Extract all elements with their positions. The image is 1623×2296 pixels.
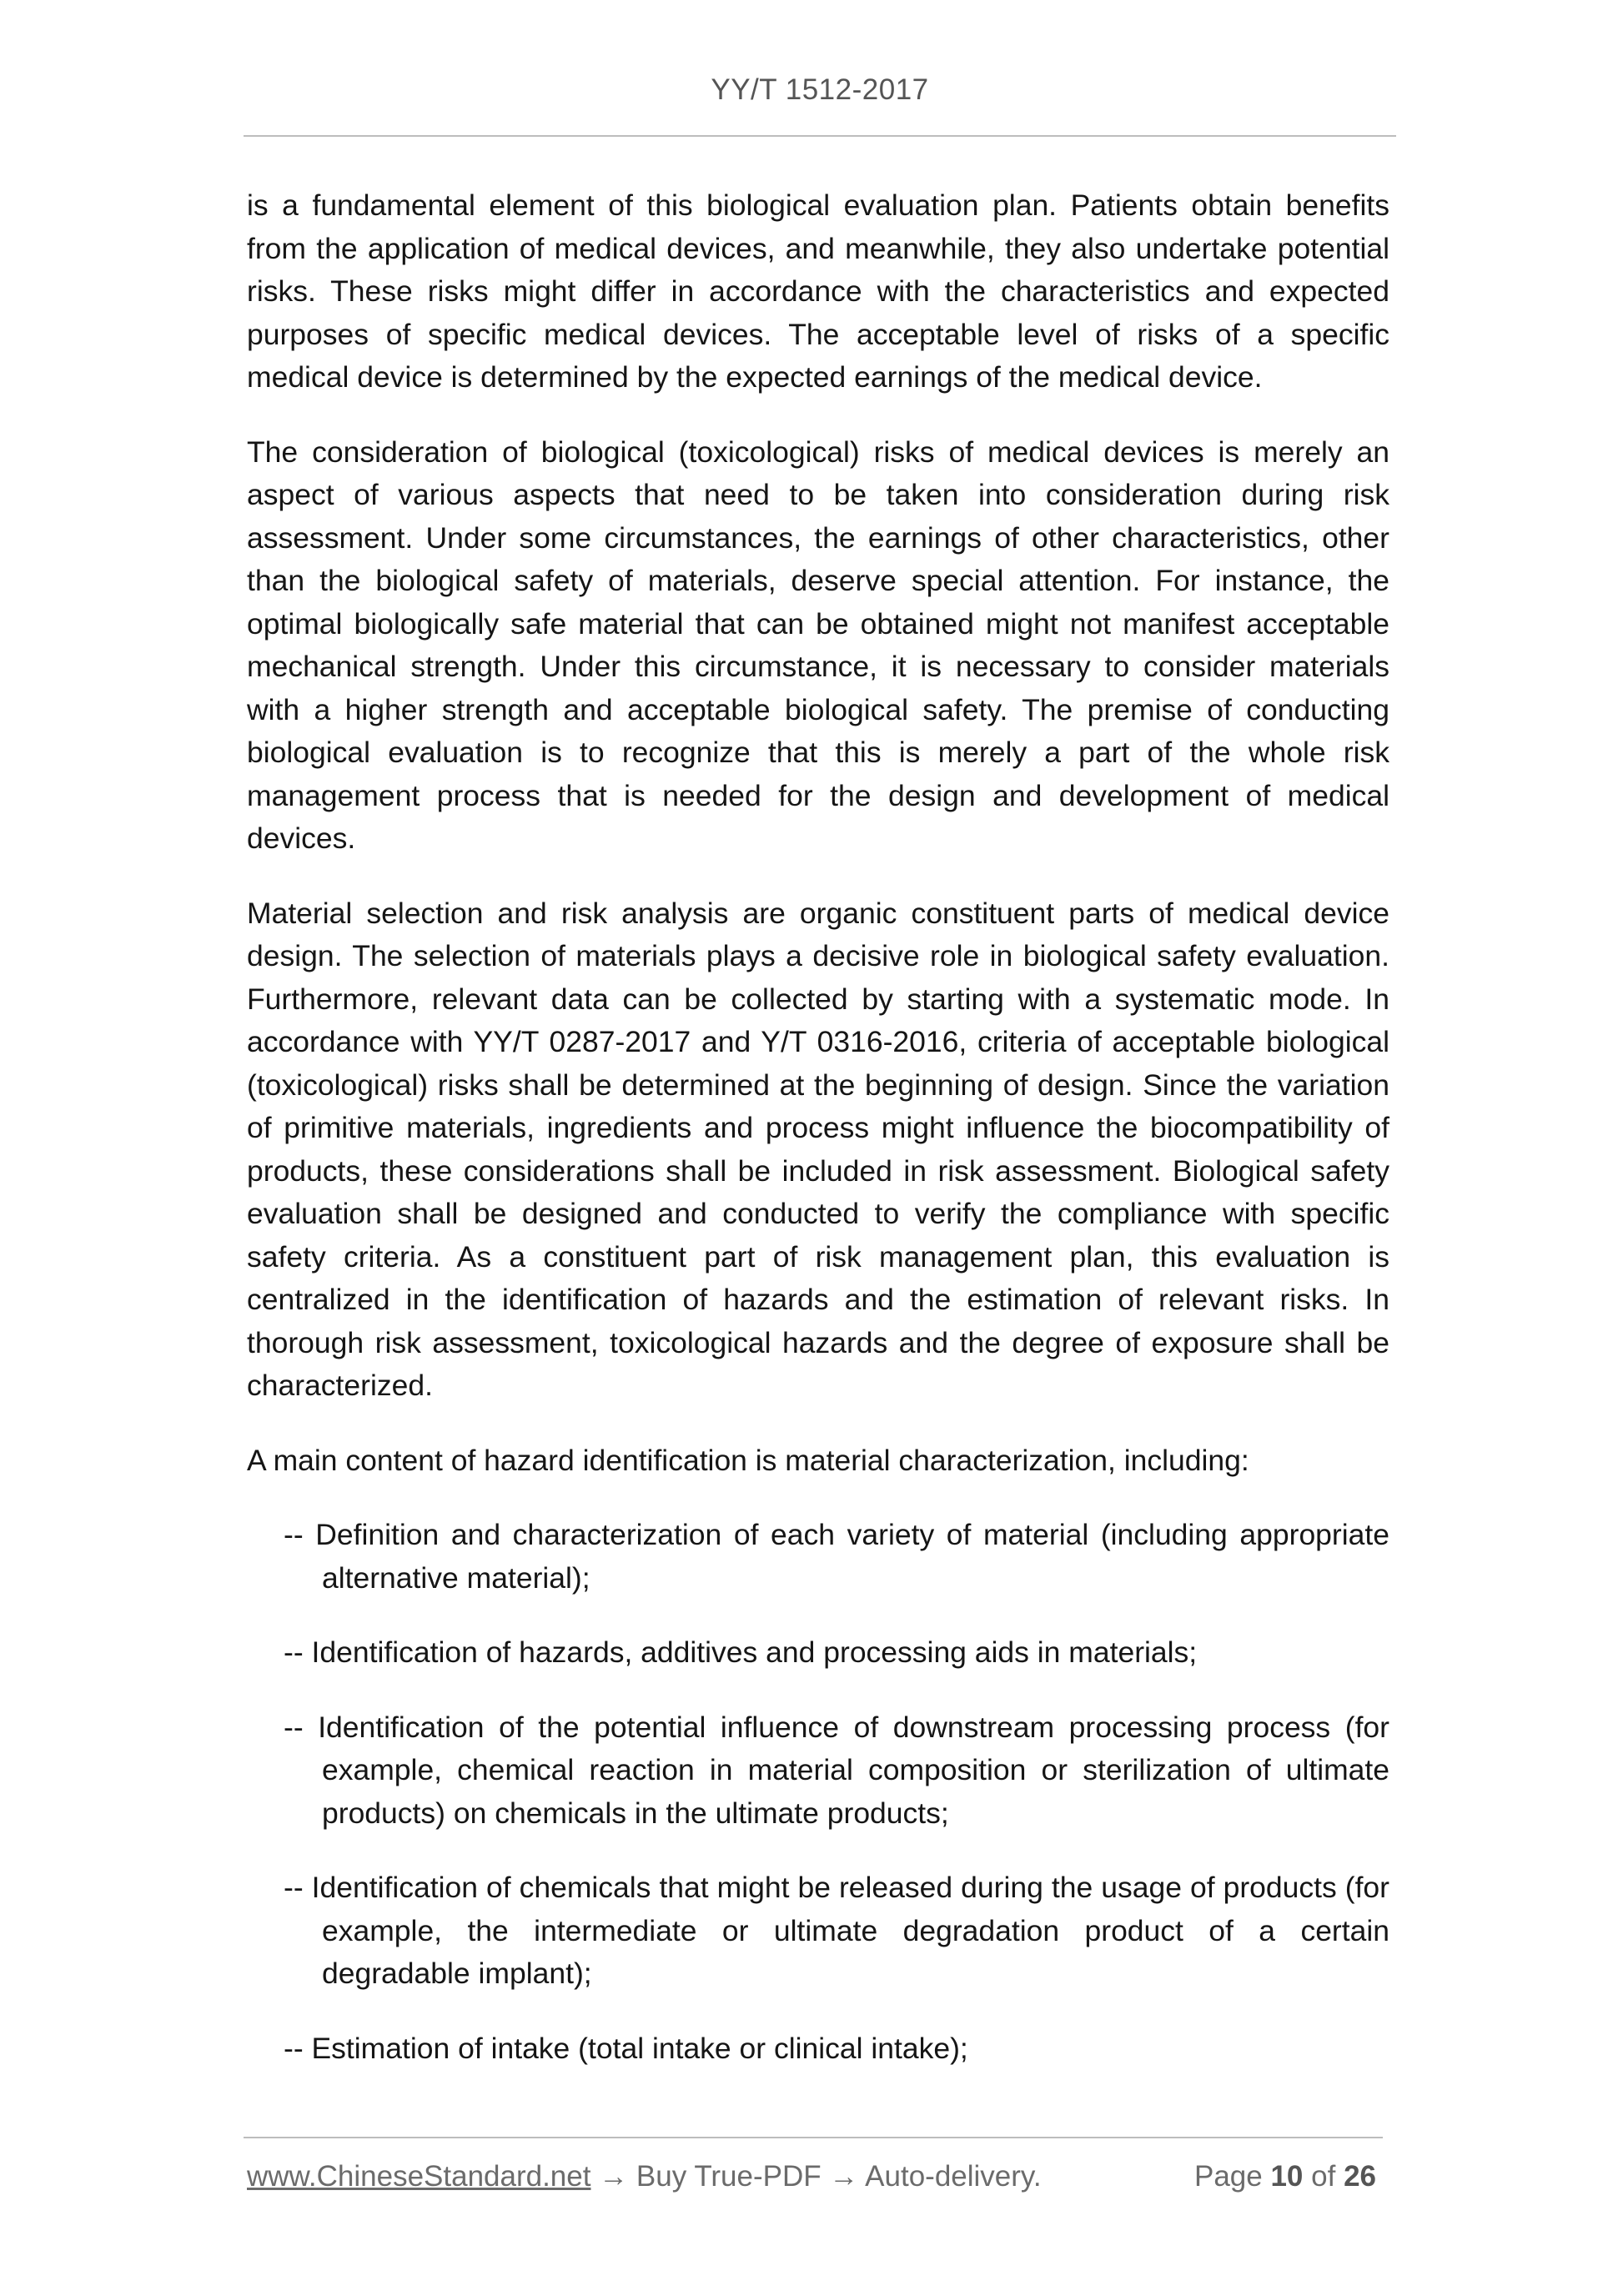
list-item: -- Identification of hazards, additives and processing aids in materials; <box>284 1635 1198 1669</box>
footer-divider <box>244 2137 1383 2138</box>
current-page-number: 10 <box>1270 2160 1304 2193</box>
body-paragraph: Material selection and risk analysis are organic constituent parts of medical device design. The selection of materials plays a decisive role in biological safety evaluation. Furthermore, relevant data can be collected by starting with a systematic mode. In accordance with YY/T 0287-2017 and Y/T 0316-2016, criteria of acceptable biological (toxicological) risks shall be determined at the beginning of design. Since the variation of primitive materials, ingredients and process might influence the biocompatibility of products, these considerations shall be included in risk assessment. Biological safety evaluation shall be designed and conducted to verify the compliance with specific safety criteria. As a constituent part of risk management plan, this evaluation is centralized in the identification of hazards and the estimation of relevant risks. In thorough risk assessment, toxicological hazards and the degree of exposure shall be characterized. <box>247 896 1389 1402</box>
of-label: of <box>1311 2160 1336 2193</box>
list-item: -- Definition and characterization of each variety of material (including appropriate alternative material); <box>284 1518 1389 1595</box>
list-intro-paragraph: A main content of hazard identification is material characterization, including: <box>247 1443 1249 1477</box>
footer-promo <box>247 2160 1042 2193</box>
page-indicator <box>1194 2160 1376 2193</box>
page-label: Page <box>1193 2160 1263 2193</box>
footer-promo-text: → Buy True-PDF → Auto-delivery. <box>590 2160 1042 2193</box>
body-paragraph: The consideration of biological (toxicological) risks of medical devices is merely an aspect of various aspects that need to be taken into consideration during risk assessment. Under some circumstances, the earnings of other characteristics, other than the biological safety of materials, deserve special attention. For instance, the optimal biologically safe material that can be obtained might not manifest acceptable mechanical strength. Under this circumstance, it is necessary to consider materials with a higher strength and acceptable biological safety. The premise of conducting biological evaluation is to recognize that this is merely a part of the whole risk management process that is needed for the design and development of medical devices. <box>247 435 1389 855</box>
total-pages: 26 <box>1344 2160 1376 2193</box>
list-item: -- Identification of chemicals that might be released during the usage of products (for example, the intermediate or ultimate degradation product of a certain degradable implant); <box>284 1871 1389 1990</box>
list-item: -- Identification of the potential influence of downstream processing process (for example, chemical reaction in material composition or sterilization of ultimate products) on chemicals in the ultimate products; <box>284 1710 1389 1830</box>
document-body <box>247 184 1389 2102</box>
hazard-identification-list <box>247 1514 1389 2070</box>
header-divider <box>244 135 1396 137</box>
list-item: -- Estimation of intake (total intake or clinical intake); <box>284 2031 968 2065</box>
website-link[interactable]: www.ChineseStandard.net <box>247 2160 591 2193</box>
body-paragraph: is a fundamental element of this biological evaluation plan. Patients obtain benefits from the application of medical devices, and meanwhile, they also undertake potential risks. These risks might differ in accordance with the characteristics and expected purposes of specific medical devices. The acceptable level of risks of a specific medical device is determined by the expected earnings of the medical device. <box>247 188 1389 394</box>
page-header-title: YY/T 1512-2017 <box>711 73 929 106</box>
